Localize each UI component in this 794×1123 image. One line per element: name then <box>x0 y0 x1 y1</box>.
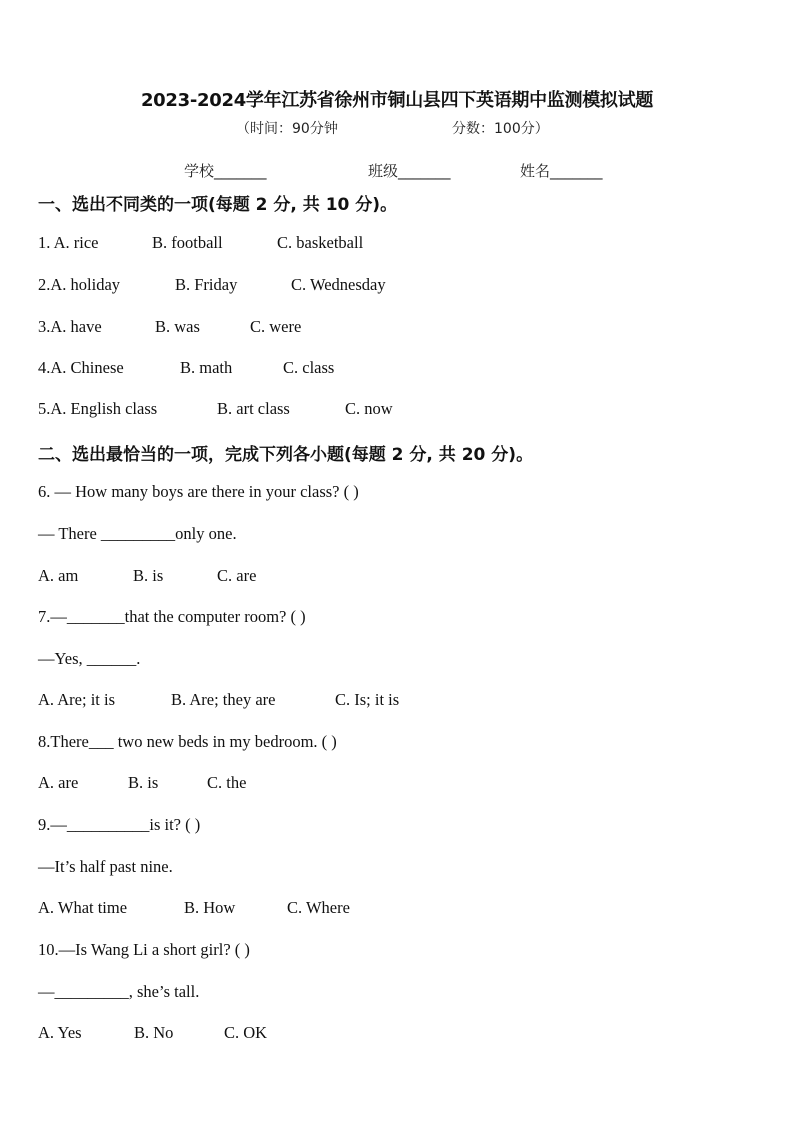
q7-option-c: C. Is; it is <box>335 690 400 709</box>
q7-stem: 7.—_______that the computer room? ( ) <box>38 607 306 626</box>
q6-option-c: C. are <box>217 566 257 585</box>
q7-option-b: B. Are; they are <box>171 690 276 709</box>
q9-option-c: C. Where <box>287 898 350 917</box>
q9-reply: —It’s half past nine. <box>38 857 173 876</box>
section1-heading: 一、选出不同类的一项(每题 2 分, 共 10 分)。 <box>38 195 398 215</box>
q6-option-b: B. is <box>133 566 164 585</box>
q4-option-a: 4.A. Chinese <box>38 358 124 377</box>
q9-option-b: B. How <box>184 898 236 917</box>
q2-option-a: 2.A. holiday <box>38 275 121 294</box>
q10-option-b: B. No <box>134 1023 174 1042</box>
q10-option-a: A. Yes <box>38 1023 82 1042</box>
q1-option-b: B. football <box>152 233 223 252</box>
q4-option-b: B. math <box>180 358 233 377</box>
q8-option-c: C. the <box>207 773 247 792</box>
page-title: 2023-2024学年江苏省徐州市铜山县四下英语期中监测模拟试题 <box>140 90 654 111</box>
q8-option-b: B. is <box>128 773 159 792</box>
q3-option-a: 3.A. have <box>38 317 102 336</box>
name-field[interactable]: 姓名_______ <box>520 162 603 180</box>
q7-option-a: A. Are; it is <box>38 690 115 709</box>
q8-option-a: A. are <box>38 773 79 792</box>
q1-option-c: C. basketball <box>277 233 364 252</box>
q9-stem: 9.—__________is it? ( ) <box>38 815 201 834</box>
q6-option-a: A. am <box>38 566 79 585</box>
q3-option-c: C. were <box>250 317 302 336</box>
q2-option-c: C. Wednesday <box>291 275 386 294</box>
q10-option-c: C. OK <box>224 1023 268 1042</box>
q10-stem: 10.—Is Wang Li a short girl? ( ) <box>38 940 250 959</box>
q2-option-b: B. Friday <box>175 275 238 294</box>
q1-option-a: 1. A. rice <box>38 233 99 252</box>
q4-option-c: C. class <box>283 358 335 377</box>
q5-option-c: C. now <box>345 399 393 418</box>
q8-stem: 8.There___ two new beds in my bedroom. ( ) <box>38 732 337 751</box>
q3-option-b: B. was <box>155 317 200 336</box>
q6-stem: 6. — How many boys are there in your class? ( ) <box>38 482 359 501</box>
school-field[interactable]: 学校_______ <box>184 162 267 180</box>
q5-option-b: B. art class <box>217 399 290 418</box>
q10-reply: —_________, she’s tall. <box>38 982 200 1001</box>
class-field[interactable]: 班级_______ <box>368 162 451 180</box>
section2-heading: 二、选出最恰当的一项，完成下列各小题(每题 2 分, 共 20 分)。 <box>38 445 534 465</box>
exam-time: （时间：90分钟 <box>236 121 338 137</box>
q6-reply: — There _________only one. <box>38 524 237 543</box>
q5-option-a: 5.A. English class <box>38 399 158 418</box>
q9-option-a: A. What time <box>38 898 128 917</box>
q7-reply: —Yes, ______. <box>38 649 141 668</box>
exam-score: 分数：100分） <box>452 121 549 137</box>
